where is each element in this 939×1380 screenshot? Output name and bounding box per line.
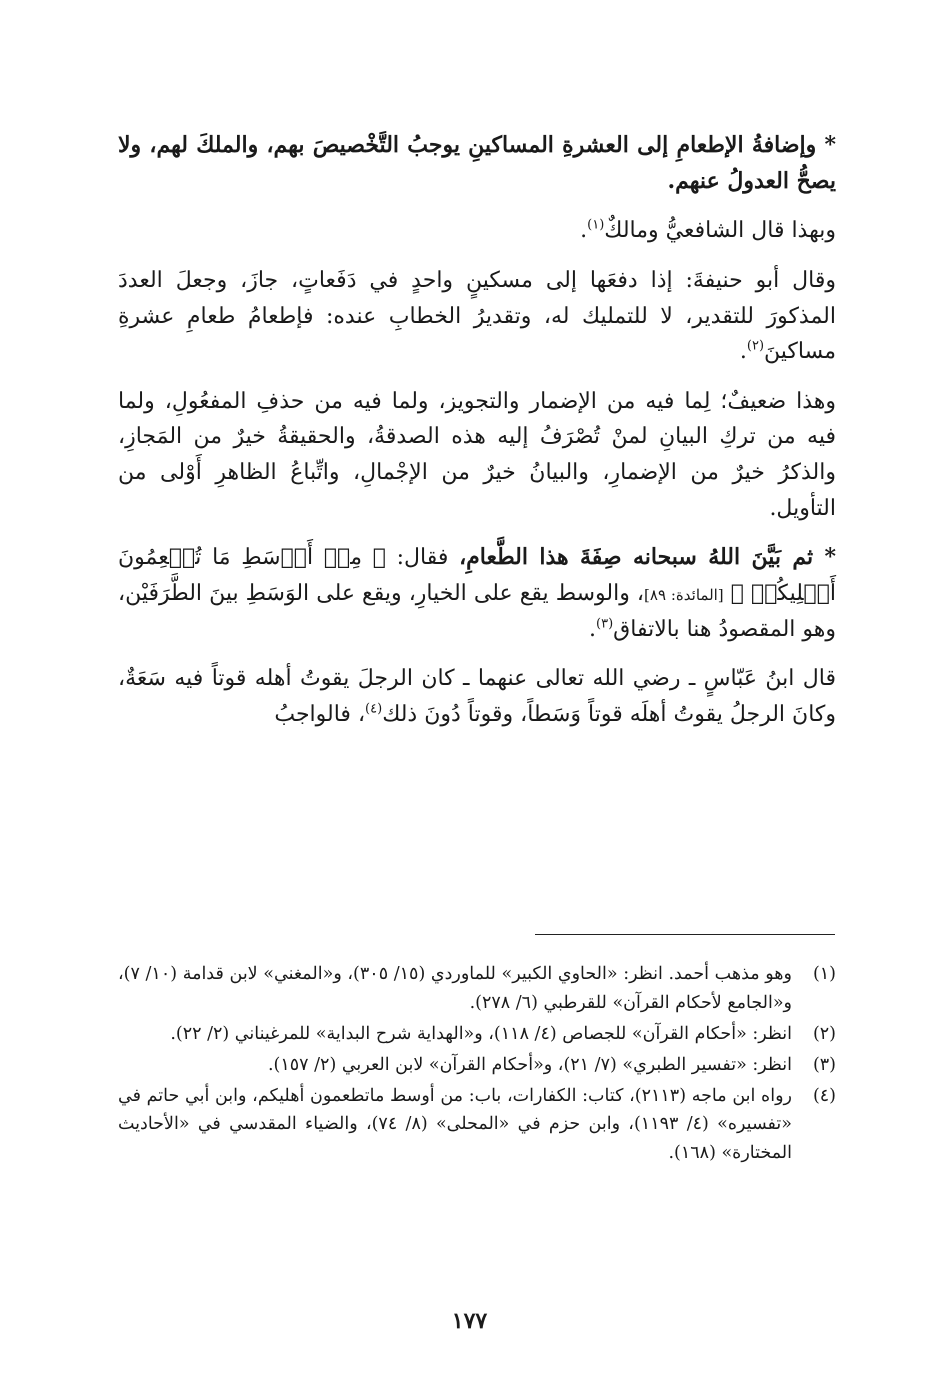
main-text: [118, 128, 836, 746]
footnote-ref-3[interactable]: (٣): [596, 616, 614, 632]
paragraph-3: وقال أبو حنيفةَ: إذا دفعَها إلى مسكينٍ واحدٍ في دَفَعاتٍ، جازَ، وجعلَ العددَ المذكورَ للتقدير، لا للتمليك له، وتقديرُ الخطابِ عنده: فإطعامُ طعامِ عشرةِ مساكينَ$^{(٢)}$.: [118, 267, 836, 365]
footnote-ref-2[interactable]: (٢): [746, 338, 765, 354]
footnote-ref-4[interactable]: (٤): [365, 701, 383, 717]
footnote-number: (٢): [812, 1023, 836, 1044]
footnote-divider: [535, 934, 835, 935]
paragraph-6: قال ابنُ عَبّاسٍ ـ رضي الله تعالى عنهما ـ كان الرجلَ يقوتُ أهله قوتاً فيه سَعَةٌ، وكانَ الرجلُ يقوتُ أهلَه قوتاً وَسَطاً، وقوتاً دُونَ ذلك$^{(٤)}$، فالواجبُ: [118, 666, 836, 727]
footnote-text: انظر: «أحكام القرآن» للجصاص (٤/ ١١٨)، و«الهداية شرح البداية» للمرغيناني (٢/ ٢٢).: [170, 1023, 792, 1044]
paragraph-1: * وإضافةُ الإطعامِ إلى العشرةِ المساكينِ يوجبُ التَّخْصيصَ بهم، والملكَ لهم، ولا يصحُّ العدولُ عنهم.: [118, 132, 836, 194]
surah-citation: [المائدة: ٨٩]: [644, 585, 724, 604]
footnote-1: [118, 960, 836, 1018]
footnote-text: وهو مذهب أحمد. انظر: «الحاوي الكبير» للماوردي (١٥/ ٣٠٥)، و«المغني» لابن قدامة (١٠/ ٧)، و«الجامع لأحكام القرآن» للقرطبي (٦/ ٢٧٨).: [118, 964, 792, 1013]
footnote-number: (٣): [812, 1054, 836, 1075]
footnote-3: [118, 1051, 836, 1080]
quran-quote: فقال: ﴿ مِنۡ أَوۡسَطِ مَا تُطۡعِمُونَ أَهۡلِيكُمۡ ﴾: [118, 545, 837, 606]
paragraph-5: * ثم بَيَّنَ اللهُ سبحانه صِفَةَ هذا الطَّعامِ، فقال: ﴿ مِنۡ أَوۡسَطِ مَا تُطۡعِمُونَ أَهۡلِيكُمۡ ﴾ [المائدة: ٨٩]، والوسط يقع على الخيارِ، ويقع على الوَسَطِ بينَ الطَّرَفَيْن، وهو المقصودُ هنا بالاتفاق$^{(٣)}$.: [118, 544, 837, 642]
footnotes: [118, 960, 836, 1170]
paragraph-5-lead: * ثم بَيَّنَ اللهُ سبحانه صِفَةَ هذا الطَّعامِ،: [459, 544, 837, 571]
footnote-number: (٤): [812, 1085, 836, 1106]
footnote-4: [118, 1082, 836, 1169]
footnote-2: [118, 1020, 836, 1049]
paragraph-4: وهذا ضعيفٌ؛ لِما فيه من الإضمار والتجويز، ولما فيه من حذفِ المفعُولِ، ولما فيه من تركِ البيانِ لمنْ تُصْرَفُ إليه هذه الصدقةُ، والحقيقةُ خيرٌ من المَجازِ، والذكرُ خيرٌ من الإضمارِ، والبيانُ خيرٌ من الإجْمالِ، واتِّباعُ الظاهرِ أَوْلى من التأويل.: [118, 388, 836, 521]
footnote-ref-1[interactable]: (١): [587, 217, 605, 233]
page-number: ١٧٧: [451, 1308, 488, 1334]
footnote-text: رواه ابن ماجه (٢١١٣)، كتاب: الكفارات، باب: من أوسط ماتطعمون أهليكم، وابن أبي حاتم في «تفسيره» (٤/ ١١٩٣)، وابن حزم في «المحلى» (٨/ ٧٤)، والضياء المقدسي في «الأحاديث المختارة» (١٦٨).: [118, 1085, 792, 1164]
footnote-text: انظر: «تفسير الطبري» (٧/ ٢١)، و«أحكام القرآن» لابن العربي (٢/ ١٥٧).: [267, 1054, 792, 1075]
footnote-number: (١): [812, 964, 836, 984]
paragraph-2: وبهذا قال الشافعيُّ ومالكٌ$^{(١)}$.: [580, 217, 836, 244]
